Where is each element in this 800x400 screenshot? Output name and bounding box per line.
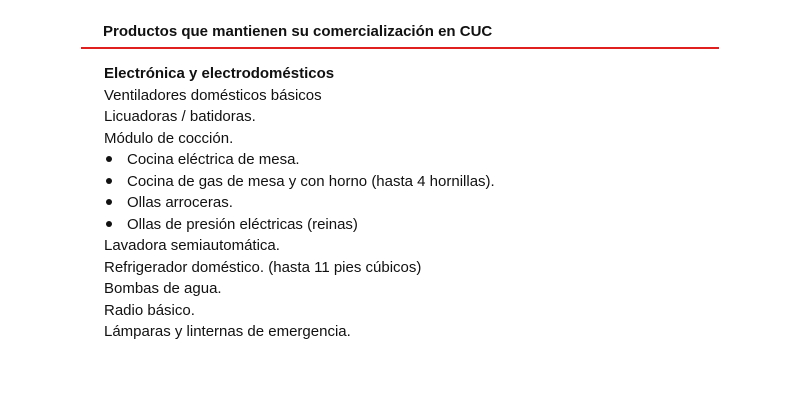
bullet-text: Ollas arroceras. [127, 194, 233, 211]
product-list-section [104, 63, 744, 343]
list-item: Lavadora semiautomática. [104, 237, 280, 254]
bullet-text: Cocina de gas de mesa y con horno (hasta 4 hornillas). [127, 172, 495, 190]
section-heading: Electrónica y electrodomésticos [104, 65, 335, 82]
bullet-icon [106, 178, 112, 184]
bullet-text: Cocina eléctrica de mesa. [127, 151, 300, 168]
bullet-list-item [104, 149, 744, 171]
bullet-text: Ollas de presión eléctricas (reinas) [127, 215, 358, 233]
list-item: Radio básico. [104, 301, 195, 319]
list-item: Lámparas y linternas de emergencia. [104, 323, 351, 340]
bullet-icon [106, 156, 112, 162]
bullet-list-item [104, 171, 744, 193]
list-item: Ventiladores domésticos básicos [104, 86, 322, 104]
list-item: Módulo de cocción. [104, 129, 234, 147]
list-item: Bombas de agua. [104, 280, 222, 297]
bullet-icon [106, 221, 112, 227]
list-item: Refrigerador doméstico. (hasta 11 pies cúbicos) [104, 258, 422, 276]
header-divider [81, 47, 719, 49]
list-item: Licuadoras / batidoras. [104, 108, 256, 125]
bullet-list-item [104, 214, 744, 236]
bullet-list-item [104, 192, 744, 214]
page-title: Productos que mantienen su comercialización en CUC [103, 23, 493, 40]
bullet-icon [106, 199, 112, 205]
